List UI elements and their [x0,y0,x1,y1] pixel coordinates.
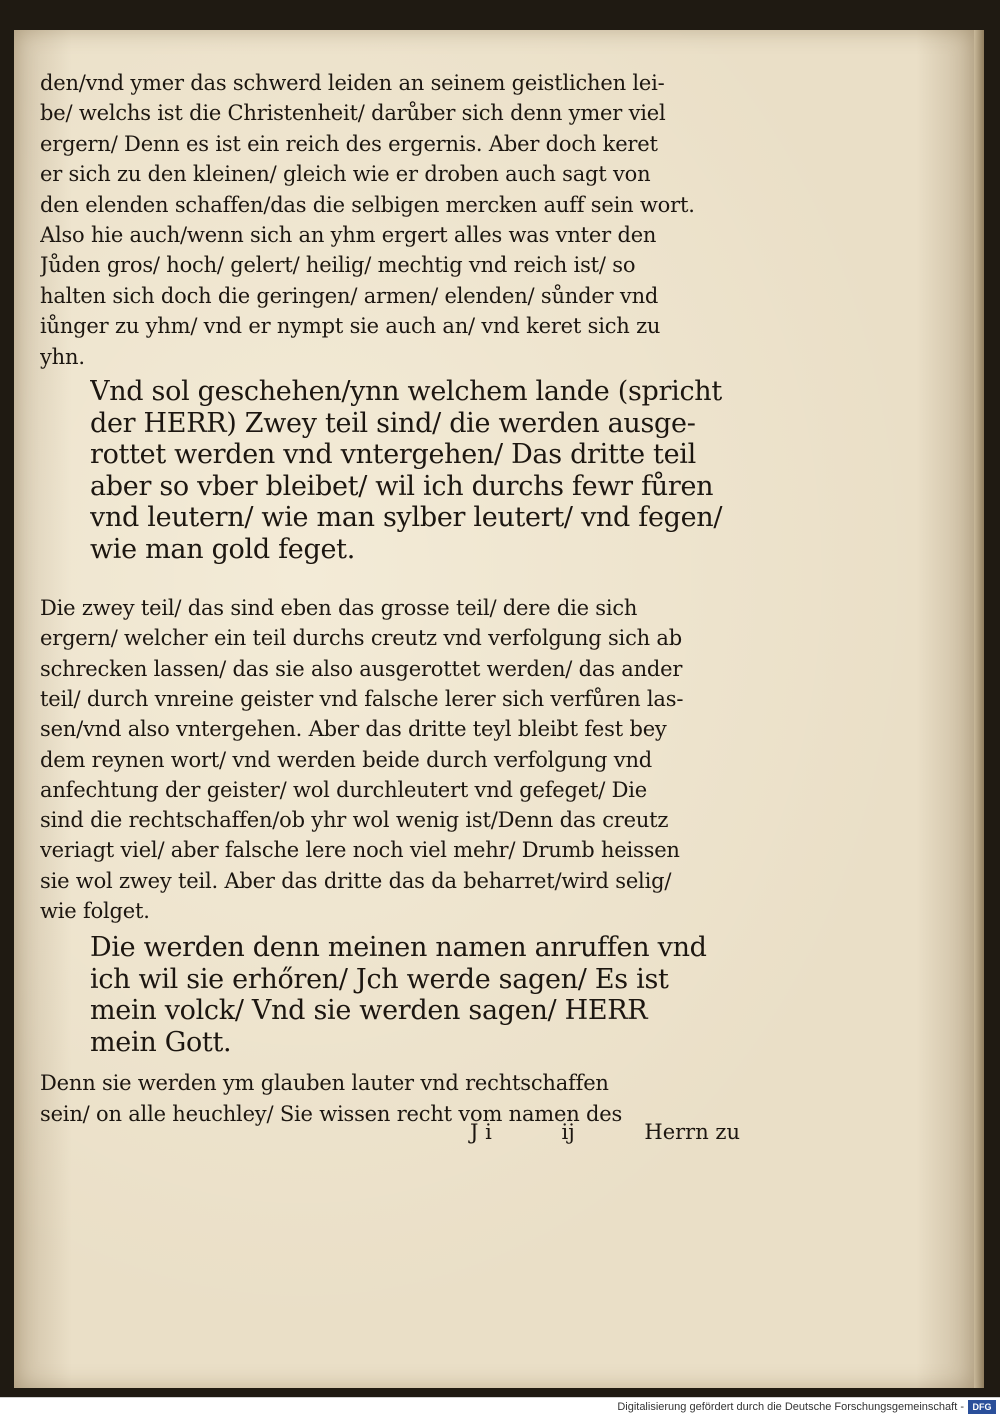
funding-credit: Digitalisierung gefördert durch die Deutsche Forschungsgemeinschaft - [617,1401,964,1413]
text-line: sen/vnd also vntergehen. Aber das dritte teyl bleibt fest bey [40,717,667,742]
quote-line: ich wil sie erhőren/ Jch werde sagen/ Es ist [90,963,669,995]
text-line: halten sich doch die geringen/ armen/ elenden/ sůnder vnd [40,283,659,308]
scripture-quote-2 [40,932,740,1058]
text-line: veriagt viel/ aber falsche lere noch viel mehr/ Drumb heissen [40,838,680,863]
quote-line: wie man gold feget. [90,533,355,565]
signature-catchword-line [470,1120,740,1144]
quote-line: vnd leutern/ wie man sylber leutert/ vnd fegen/ [90,502,723,534]
text-line: den elenden schaffen/das die selbigen mercken auff sein wort. [40,192,695,217]
quote-line: mein volck/ Vnd sie werden sagen/ HERR [90,995,648,1027]
page-edge [974,30,984,1388]
text-line: schrecken lassen/ das sie also ausgerottet werden/ das ander [40,656,683,681]
footer-bar [0,1397,1000,1417]
scripture-quote-1 [40,376,740,565]
text-line: ergern/ welcher ein teil durchs creutz vnd verfolgung sich ab [40,626,682,651]
text-line: Jůden gros/ hoch/ gelert/ heilig/ mechtig vnd reich ist/ so [40,253,636,278]
quote-line: Vnd sol geschehen/ynn welchem lande (spricht [90,376,722,408]
quote-line: der HERR) Zwey teil sind/ die werden ausge- [90,407,696,439]
commentary-paragraph-1 [40,68,740,372]
page-text [40,68,740,1129]
dfg-logo: DFG [968,1400,996,1414]
text-line: anfechtung der geister/ wol durchleutert vnd gefeget/ Die [40,777,647,802]
text-line: iůnger zu yhm/ vnd er nympt sie auch an/ vnd keret sich zu [40,314,661,339]
text-line: sie wol zwey teil. Aber das dritte das da beharret/wird selig/ [40,868,672,893]
text-line: dem reynen wort/ vnd werden beide durch verfolgung vnd [40,747,653,772]
text-line: Also hie auch/wenn sich an yhm ergert alles was vnter den [40,223,657,248]
text-line: den/vnd ymer das schwerd leiden an seinem geistlichen lei- [40,71,665,95]
text-line: teil/ durch vnreine geister vnd falsche lerer sich verfůren las- [40,686,684,711]
signature-number: ij [561,1120,575,1144]
text-line: be/ welchs ist die Christenheit/ darůber sich denn ymer viel [40,101,666,126]
quote-line: Die werden denn meinen namen anruffen vnd [90,932,707,964]
quote-line: mein Gott. [90,1026,232,1058]
quote-line: aber so vber bleibet/ wil ich durchs fewr fůren [90,470,714,502]
text-line: ergern/ Denn es ist ein reich des ergernis. Aber doch keret [40,131,658,156]
signature-mark: J i [470,1120,492,1144]
commentary-paragraph-2 [40,593,740,926]
text-line: Die zwey teil/ das sind eben das grosse teil/ dere die sich [40,596,638,621]
text-line: sind die rechtschaffen/ob yhr wol wenig ist/Denn das creutz [40,808,669,833]
text-line: yhn. [40,344,85,369]
text-line: wie folget. [40,899,150,924]
text-line: Denn sie werden ym glauben lauter vnd rechtschaffen [40,1071,609,1096]
text-line: er sich zu den kleinen/ gleich wie er droben auch sagt von [40,162,651,187]
quote-line: rottet werden vnd vntergehen/ Das dritte teil [90,439,696,471]
catchword: Herrn zu [644,1120,740,1144]
text-line: sein/ on alle heuchley/ Sie wissen recht vom namen des [40,1101,623,1126]
